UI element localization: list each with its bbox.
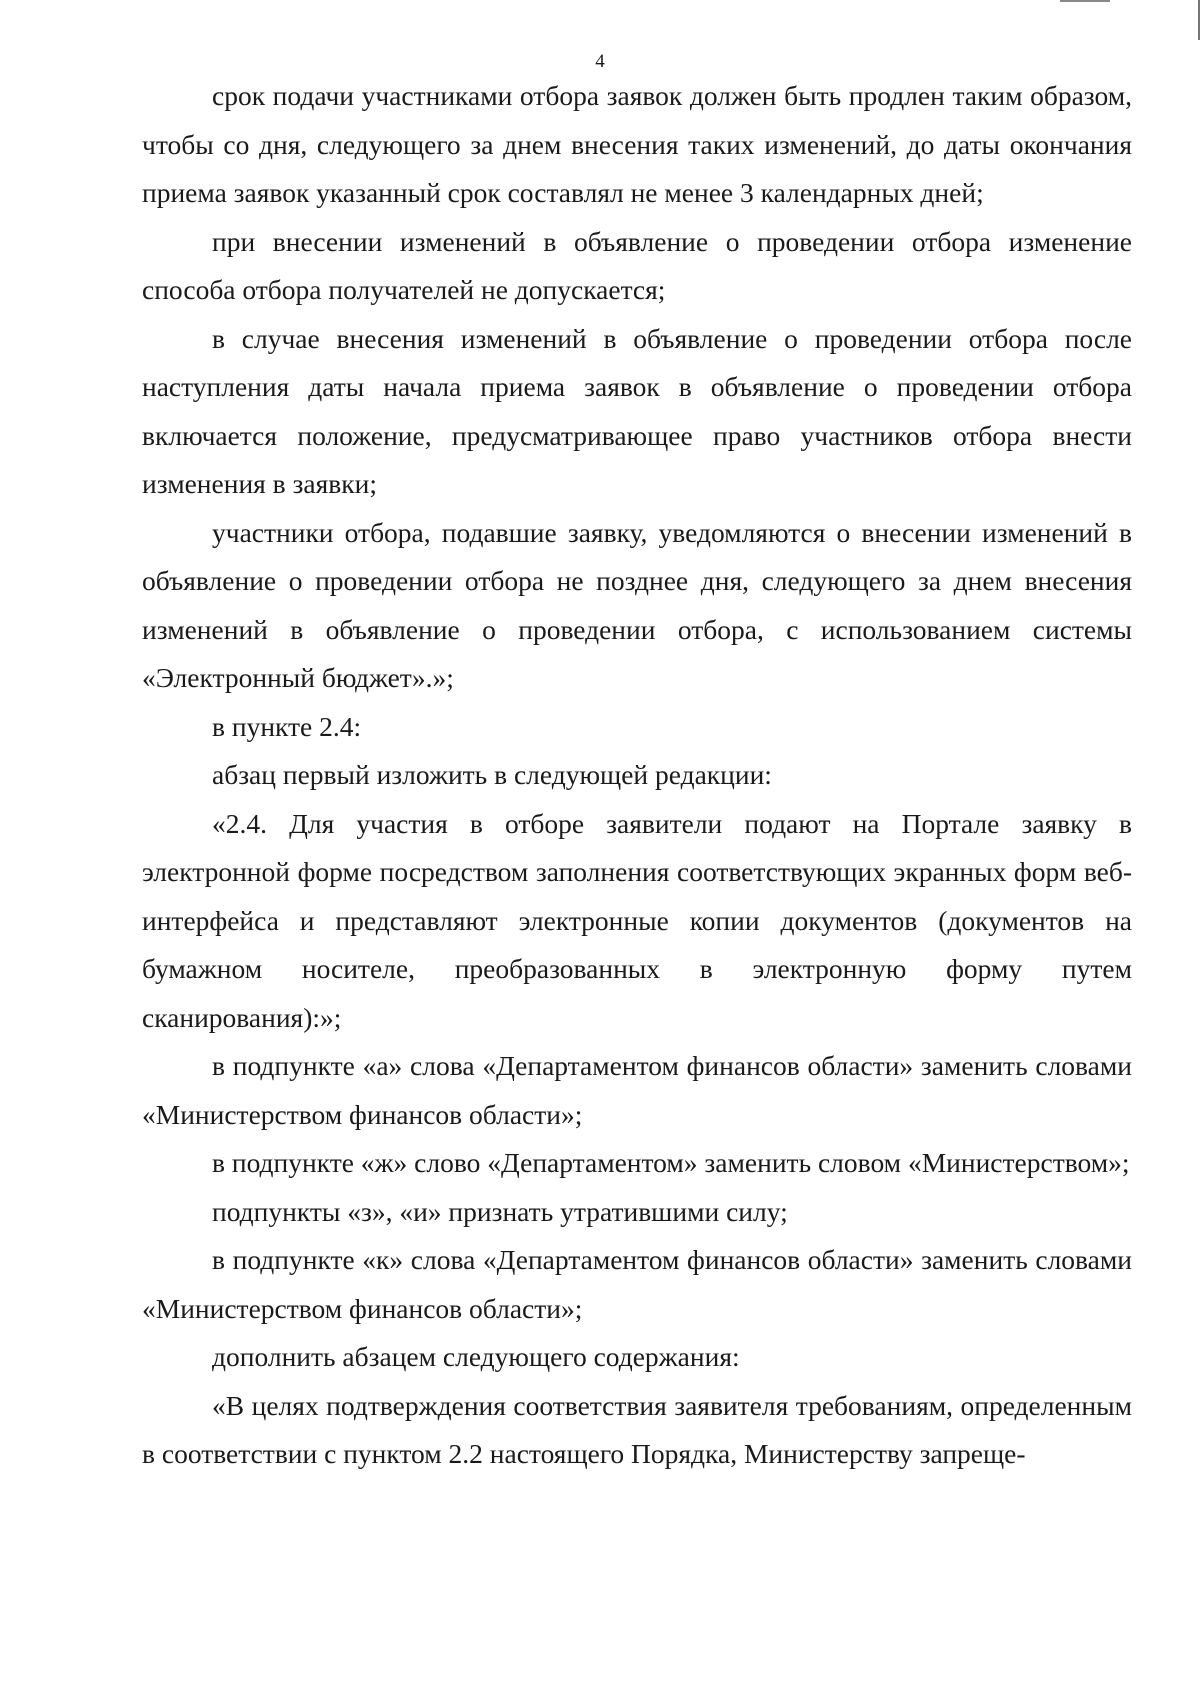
paragraph: при внесении изменений в объявление о проведении отбора изменение способа отбора получателей не допускается; bbox=[142, 225, 1132, 305]
paragraph: в случае внесения изменений в объявление о проведении отбора после наступления даты начала приема заявок в объявление о проведении отбора включается положение, предусматривающее право участников отбора внести изменения в заявки; bbox=[142, 322, 1132, 499]
paragraph: в пункте 2.4: bbox=[212, 710, 362, 742]
paragraph: «В целях подтверждения соответствия заявителя требованиям, определенным в соответствии с пунктом 2.2 настоящего Порядка, Министерству запреще- bbox=[142, 1389, 1132, 1469]
paragraph: в подпункте «ж» слово «Департаментом» заменить словом «Министерством»; bbox=[212, 1147, 1130, 1178]
paragraph: подпункты «з», «и» признать утратившими силу; bbox=[212, 1195, 788, 1227]
paragraph: в подпункте «к» слова «Департаментом финансов области» заменить словами «Министерством финансов области»; bbox=[142, 1244, 1132, 1324]
paragraph: «2.4. Для участия в отборе заявители подают на Портале заявку в электронной форме посредством заполнения соответствующих экранных форм веб-интерфейса и представляют электронные копии документов (документов на бумажном носителе, преобразованных в электронную форму путем сканирования):»; bbox=[142, 807, 1132, 1033]
paragraph: абзац первый изложить в следующей редакции: bbox=[212, 759, 772, 790]
page-number: 4 bbox=[595, 51, 605, 72]
paragraph: дополнить абзацем следующего содержания: bbox=[212, 1341, 740, 1372]
document-body bbox=[142, 72, 1132, 1479]
paragraph: участники отбора, подавшие заявку, уведомляются о внесении изменений в объявление о проведении отбора не позднее дня, следующего за днем внесения изменений в объявление о проведении отбора, с использованием системы «Электронный бюджет».»; bbox=[142, 516, 1132, 693]
paragraph: в подпункте «а» слова «Департаментом финансов области» заменить словами «Министерством финансов области»; bbox=[142, 1050, 1132, 1130]
paragraph: срок подачи участниками отбора заявок должен быть продлен таким образом, чтобы со дня, следующего за днем внесения таких изменений, до даты окончания приема заявок указанный срок составлял не менее 3 календарных дней; bbox=[142, 80, 1132, 208]
scan-artifact bbox=[1060, 0, 1110, 2]
